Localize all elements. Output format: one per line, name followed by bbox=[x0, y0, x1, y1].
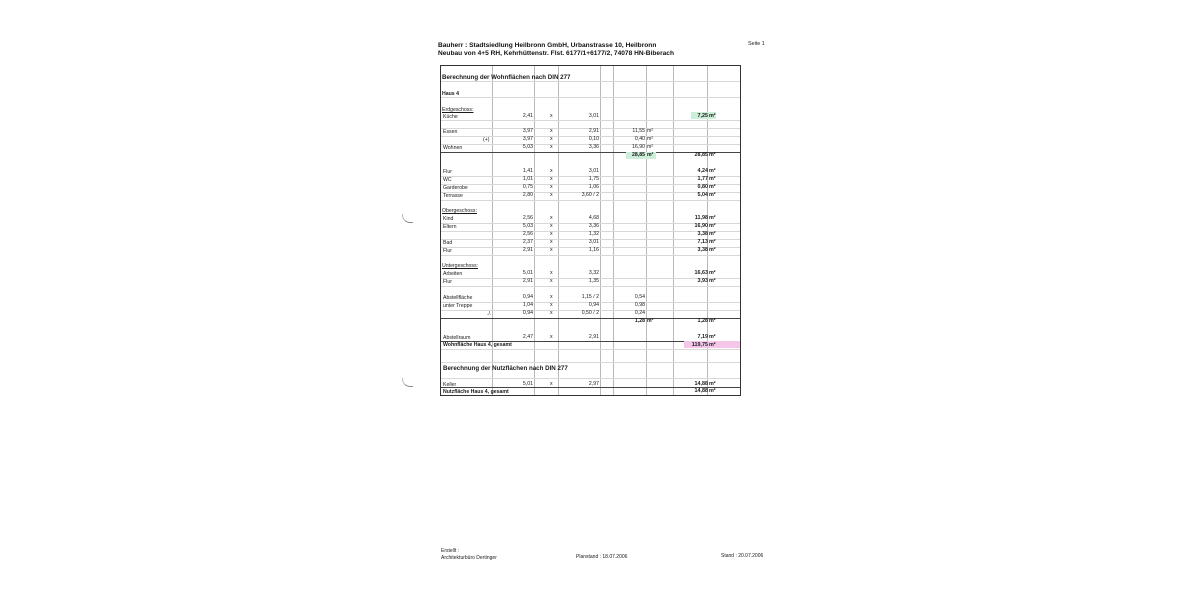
wohnflaeche-total-label: Wohnfläche Haus 4, gesamt bbox=[443, 342, 512, 348]
grid-row-line bbox=[441, 378, 740, 379]
row-partial-unit: m² bbox=[647, 152, 654, 158]
row-result-value: 16,90 bbox=[694, 223, 708, 229]
row-partial-value: 28,85 bbox=[632, 152, 645, 158]
row-label: Flur bbox=[443, 279, 452, 285]
row-dimension-a: 0,75 bbox=[522, 184, 533, 190]
grid-row-line bbox=[441, 120, 740, 121]
row-label: Abstellraum bbox=[443, 335, 471, 341]
row-dimension-a: 5,03 bbox=[522, 223, 533, 229]
row-result-value: 5,04 bbox=[697, 192, 708, 198]
row-dimension-a: 2,91 bbox=[522, 278, 533, 284]
row-times-sign: x bbox=[550, 144, 553, 150]
row-label: Kind bbox=[443, 216, 454, 222]
scan-artifact-mark bbox=[402, 378, 413, 387]
row-label: unter Treppe bbox=[443, 303, 473, 309]
section-erdgeschoss: Erdgeschoss: bbox=[442, 107, 474, 113]
row-dimension-b: 4,68 bbox=[588, 215, 599, 221]
wohnflaechen-title: Berechnung der Wohnflächen nach DIN 277 bbox=[442, 74, 571, 81]
row-result-unit: m² bbox=[709, 192, 716, 198]
row-result-unit: m² bbox=[709, 247, 716, 253]
footer-erstellt-label: Erstellt : bbox=[441, 548, 460, 554]
row-label: Küche bbox=[443, 114, 458, 120]
row-result-unit: m² bbox=[709, 113, 716, 119]
row-partial-value: 0,54 bbox=[634, 294, 645, 300]
row-dimension-a: 3,97 bbox=[522, 128, 533, 134]
row-dimension-a: 1,04 bbox=[522, 302, 533, 308]
grid-row-line bbox=[441, 200, 740, 201]
keller-times: x bbox=[550, 381, 553, 387]
row-result-value: 3,38 bbox=[697, 247, 708, 253]
row-dimension-b: 3,01 bbox=[588, 239, 599, 245]
row-times-sign: x bbox=[550, 239, 553, 245]
row-partial-value: 0,24 bbox=[634, 310, 645, 316]
row-label: Garderobe bbox=[443, 185, 468, 191]
row-result-value: 0,80 bbox=[697, 184, 708, 190]
row-partial-value: 1,28 bbox=[634, 318, 645, 324]
row-times-sign: x bbox=[550, 294, 553, 300]
row-dimension-b: 1,35 bbox=[588, 278, 599, 284]
row-dimension-b: 0,94 bbox=[588, 302, 599, 308]
row-dimension-a: 0,94 bbox=[522, 294, 533, 300]
row-dimension-a: 1,01 bbox=[522, 176, 533, 182]
row-dimension-b: 3,01 bbox=[588, 168, 599, 174]
wohnflaeche-total-value: 119,75 bbox=[691, 342, 708, 348]
row-dimension-b: 0,10 bbox=[588, 136, 599, 142]
row-label: Arbeiten bbox=[443, 271, 463, 277]
row-dimension-a: 2,47 bbox=[522, 334, 533, 340]
keller-result-unit: m² bbox=[709, 381, 716, 387]
grid-row-line bbox=[441, 97, 740, 98]
section-obergeschoss: Obergeschoss: bbox=[442, 208, 477, 214]
row-dimension-a: 2,80 bbox=[522, 192, 533, 198]
row-dimension-b: 3,60 / 2 bbox=[581, 192, 599, 198]
row-dimension-b: 3,36 bbox=[588, 223, 599, 229]
scan-artifact-mark bbox=[402, 214, 413, 223]
row-dimension-b: 0,50 / 2 bbox=[581, 310, 599, 316]
keller-dim-a: 5,01 bbox=[522, 381, 533, 387]
header-project: Neubau von 4+5 RH, Kehrhüttenstr. Flst. 6177/1+6177/2, 74078 HN-Biberach bbox=[438, 50, 675, 57]
header-client: Bauherr : Stadtsiedlung Heilbronn GmbH, Urbanstrasse 10, Heilbronn bbox=[438, 42, 657, 49]
keller-label: Keller bbox=[443, 382, 457, 388]
grid-row-line bbox=[441, 349, 740, 350]
section-untergeschoss: Untergeschoss: bbox=[442, 263, 479, 269]
row-result-value: 7,25 bbox=[697, 113, 708, 119]
row-result-unit: m² bbox=[709, 231, 716, 237]
row-partial-unit: m² bbox=[647, 144, 654, 150]
grid-row-line bbox=[441, 255, 740, 256]
footer-planstand: Planstand : 18.07.2006 bbox=[576, 554, 628, 560]
row-label: Wohnen bbox=[443, 145, 463, 151]
row-label: Flur bbox=[443, 248, 452, 254]
row-dimension-a: 5,03 bbox=[522, 144, 533, 150]
row-times-sign: x bbox=[550, 136, 553, 142]
row-partial-unit: m² bbox=[647, 136, 654, 142]
row-dimension-b: 3,32 bbox=[588, 270, 599, 276]
calculation-sheet bbox=[440, 65, 741, 396]
row-result-unit: m² bbox=[709, 184, 716, 190]
nutzflaeche-total-value: 14,88 bbox=[694, 388, 708, 394]
row-result-value: 16,63 bbox=[694, 270, 708, 276]
row-times-sign: x bbox=[550, 176, 553, 182]
row-result-value: 28,85 bbox=[694, 152, 708, 158]
footer-author: Architekturbüro Dertinger bbox=[441, 555, 497, 561]
row-times-sign: x bbox=[550, 231, 553, 237]
row-partial-value: 0,98 bbox=[634, 302, 645, 308]
row-label: Abstellfläche bbox=[443, 295, 473, 301]
wohnflaeche-total-unit: m² bbox=[709, 342, 716, 348]
row-times-sign: x bbox=[550, 168, 553, 174]
keller-result: 14,88 bbox=[694, 381, 708, 387]
grid-row-line bbox=[441, 362, 740, 363]
row-dimension-a: 3,97 bbox=[522, 136, 533, 142]
row-dimension-b: 2,91 bbox=[588, 128, 599, 134]
row-dimension-b: 1,06 bbox=[588, 184, 599, 190]
row-result-unit: m² bbox=[709, 334, 716, 340]
row-result-unit: m² bbox=[709, 223, 716, 229]
row-times-sign: x bbox=[550, 192, 553, 198]
row-partial-value: 11,55 bbox=[632, 128, 645, 134]
row-partial-unit: m² bbox=[647, 128, 654, 134]
row-label: Flur bbox=[443, 169, 452, 175]
row-dimension-a: 2,41 bbox=[522, 113, 533, 119]
row-result-value: 11,98 bbox=[694, 215, 708, 221]
row-times-sign: x bbox=[550, 302, 553, 308]
row-dimension-a: 1,41 bbox=[522, 168, 533, 174]
row-times-sign: x bbox=[550, 184, 553, 190]
row-dimension-b: 3,36 bbox=[588, 144, 599, 150]
row-dimension-b: 1,16 bbox=[588, 247, 599, 253]
row-result-unit: m² bbox=[709, 270, 716, 276]
row-partial-unit: m² bbox=[647, 318, 654, 324]
row-times-sign: x bbox=[550, 247, 553, 253]
row-times-sign: x bbox=[550, 270, 553, 276]
keller-dim-b: 2,97 bbox=[588, 381, 599, 387]
nutzflaechen-title: Berechnung der Nutzflächen nach DIN 277 bbox=[443, 365, 568, 372]
row-times-sign: x bbox=[550, 215, 553, 221]
row-result-unit: m² bbox=[709, 239, 716, 245]
row-result-value: 7,13 bbox=[697, 239, 708, 245]
row-times-sign: x bbox=[550, 310, 553, 316]
row-dimension-b: 3,01 bbox=[588, 113, 599, 119]
row-label: Terrasse bbox=[443, 193, 463, 199]
row-dimension-a: 0,94 bbox=[522, 310, 533, 316]
row-partial-value: 16,90 bbox=[632, 144, 645, 150]
row-dimension-b: 2,91 bbox=[588, 334, 599, 340]
row-result-unit: m² bbox=[709, 278, 716, 284]
row-times-sign: x bbox=[550, 128, 553, 134]
row-label: WC bbox=[443, 177, 452, 183]
grid-row-line bbox=[441, 81, 740, 82]
row-times-sign: x bbox=[550, 113, 553, 119]
row-label: (+) bbox=[483, 137, 490, 143]
row-label: Eltern bbox=[443, 224, 457, 230]
row-times-sign: x bbox=[550, 334, 553, 340]
row-result-unit: m² bbox=[709, 152, 716, 158]
row-partial-value: 0,40 bbox=[634, 136, 645, 142]
row-times-sign: x bbox=[550, 278, 553, 284]
row-result-value: 4,24 bbox=[697, 168, 708, 174]
footer-stand: Stand : 20.07.2006 bbox=[721, 553, 764, 559]
row-label: Essen bbox=[443, 129, 458, 135]
row-result-value: 3,93 bbox=[697, 278, 708, 284]
row-dimension-a: 2,37 bbox=[522, 239, 533, 245]
row-dimension-a: 5,01 bbox=[522, 270, 533, 276]
row-dimension-a: 2,91 bbox=[522, 247, 533, 253]
row-result-value: 1,28 bbox=[697, 318, 708, 324]
row-result-value: 3,38 bbox=[697, 231, 708, 237]
row-label: Bad bbox=[443, 240, 453, 246]
row-result-unit: m² bbox=[709, 168, 716, 174]
row-dimension-b: 1,15 / 2 bbox=[581, 294, 599, 300]
nutzflaeche-total-label: Nutzfläche Haus 4, gesamt bbox=[443, 389, 509, 395]
row-dimension-b: 1,75 bbox=[588, 176, 599, 182]
row-result-unit: m² bbox=[709, 318, 716, 324]
row-dimension-b: 1,32 bbox=[588, 231, 599, 237]
row-label: ./. bbox=[487, 311, 492, 317]
row-result-value: 1,77 bbox=[697, 176, 708, 182]
row-times-sign: x bbox=[550, 223, 553, 229]
page-number: Seite 1 bbox=[748, 41, 765, 47]
row-result-unit: m² bbox=[709, 215, 716, 221]
grid-row-line bbox=[441, 286, 740, 287]
row-result-value: 7,19 bbox=[697, 334, 708, 340]
nutzflaeche-total-unit: m² bbox=[709, 388, 716, 394]
row-dimension-a: 2,56 bbox=[522, 231, 533, 237]
haus-label: Haus 4 bbox=[442, 91, 460, 97]
row-result-unit: m² bbox=[709, 176, 716, 182]
row-dimension-a: 2,56 bbox=[522, 215, 533, 221]
